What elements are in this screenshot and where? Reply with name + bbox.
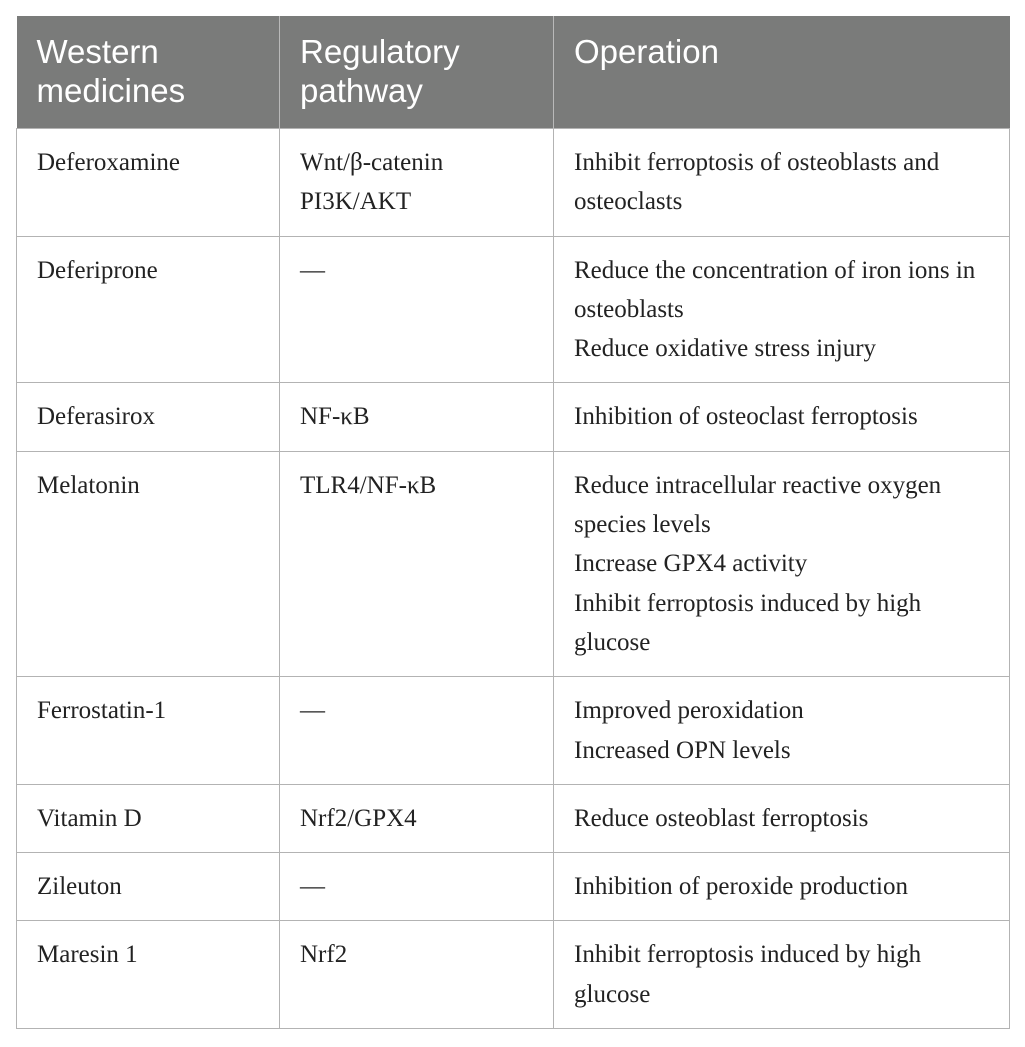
pathway-line: — bbox=[300, 873, 325, 901]
operation-line: Inhibition of peroxide production bbox=[574, 873, 908, 901]
operation-cell bbox=[554, 451, 1010, 676]
operation-cell bbox=[554, 383, 1010, 451]
pathway-cell bbox=[280, 921, 554, 1029]
pathway-line: — bbox=[300, 697, 325, 725]
table-row bbox=[17, 451, 1010, 676]
pathway-cell bbox=[280, 129, 554, 237]
operation-line: Increase GPX4 activity bbox=[574, 550, 808, 578]
table-row bbox=[17, 853, 1010, 921]
table-row bbox=[17, 784, 1010, 852]
table-row bbox=[17, 383, 1010, 451]
table-row bbox=[17, 129, 1010, 237]
operation-line: Reduce intracellular reactive oxygen species levels bbox=[574, 471, 942, 539]
operation-cell bbox=[554, 921, 1010, 1029]
medicine-cell: Maresin 1 bbox=[17, 921, 280, 1029]
header-regulatory-pathway: Regulatory pathway bbox=[280, 16, 554, 129]
operation-cell bbox=[554, 236, 1010, 383]
pathway-line: Wnt/β-catenin bbox=[300, 149, 444, 176]
pathway-line: — bbox=[300, 256, 325, 284]
operation-line: Inhibit ferroptosis of osteoblasts and osteoclasts bbox=[574, 149, 940, 216]
medicine-cell: Ferrostatin-1 bbox=[17, 677, 280, 785]
medicine-cell: Vitamin D bbox=[17, 784, 280, 852]
table-row bbox=[17, 236, 1010, 383]
table-header-row bbox=[17, 16, 1010, 129]
pathway-line: Nrf2 bbox=[300, 941, 348, 969]
operation-line: Inhibit ferroptosis induced by high glucose bbox=[574, 589, 922, 656]
pathway-cell bbox=[280, 784, 554, 852]
medicine-cell: Deferiprone bbox=[17, 236, 280, 383]
operation-line: Reduce osteoblast ferroptosis bbox=[574, 804, 869, 832]
medicines-table bbox=[16, 16, 1010, 1029]
table-row bbox=[17, 677, 1010, 785]
medicine-cell: Deferoxamine bbox=[17, 129, 280, 237]
operation-cell bbox=[554, 677, 1010, 785]
operation-cell bbox=[554, 853, 1010, 921]
pathway-cell bbox=[280, 236, 554, 383]
pathway-line: Nrf2/GPX4 bbox=[300, 804, 417, 832]
header-operation: Operation bbox=[554, 16, 1010, 129]
pathway-line: NF-κB bbox=[300, 403, 370, 431]
pathway-line: PI3K/AKT bbox=[300, 188, 412, 216]
operation-line: Improved peroxidation bbox=[574, 697, 804, 725]
operation-line: Reduce oxidative stress injury bbox=[574, 335, 877, 363]
medicine-cell: Melatonin bbox=[17, 451, 280, 676]
header-western-medicines: Western medicines bbox=[17, 16, 280, 129]
pathway-cell bbox=[280, 853, 554, 921]
table-row bbox=[17, 921, 1010, 1029]
table-body bbox=[17, 129, 1010, 1029]
pathway-cell bbox=[280, 451, 554, 676]
operation-line: Reduce the concentration of iron ions in osteoblasts bbox=[574, 256, 976, 323]
operation-line: Inhibition of osteoclast ferroptosis bbox=[574, 403, 918, 431]
pathway-cell bbox=[280, 383, 554, 451]
medicine-cell: Deferasirox bbox=[17, 383, 280, 451]
operation-line: Increased OPN levels bbox=[574, 736, 791, 764]
operation-cell bbox=[554, 129, 1010, 237]
medicine-cell: Zileuton bbox=[17, 853, 280, 921]
operation-cell bbox=[554, 784, 1010, 852]
pathway-cell bbox=[280, 677, 554, 785]
pathway-line: TLR4/NF-κB bbox=[300, 471, 437, 499]
operation-line: Inhibit ferroptosis induced by high glucose bbox=[574, 941, 922, 1008]
